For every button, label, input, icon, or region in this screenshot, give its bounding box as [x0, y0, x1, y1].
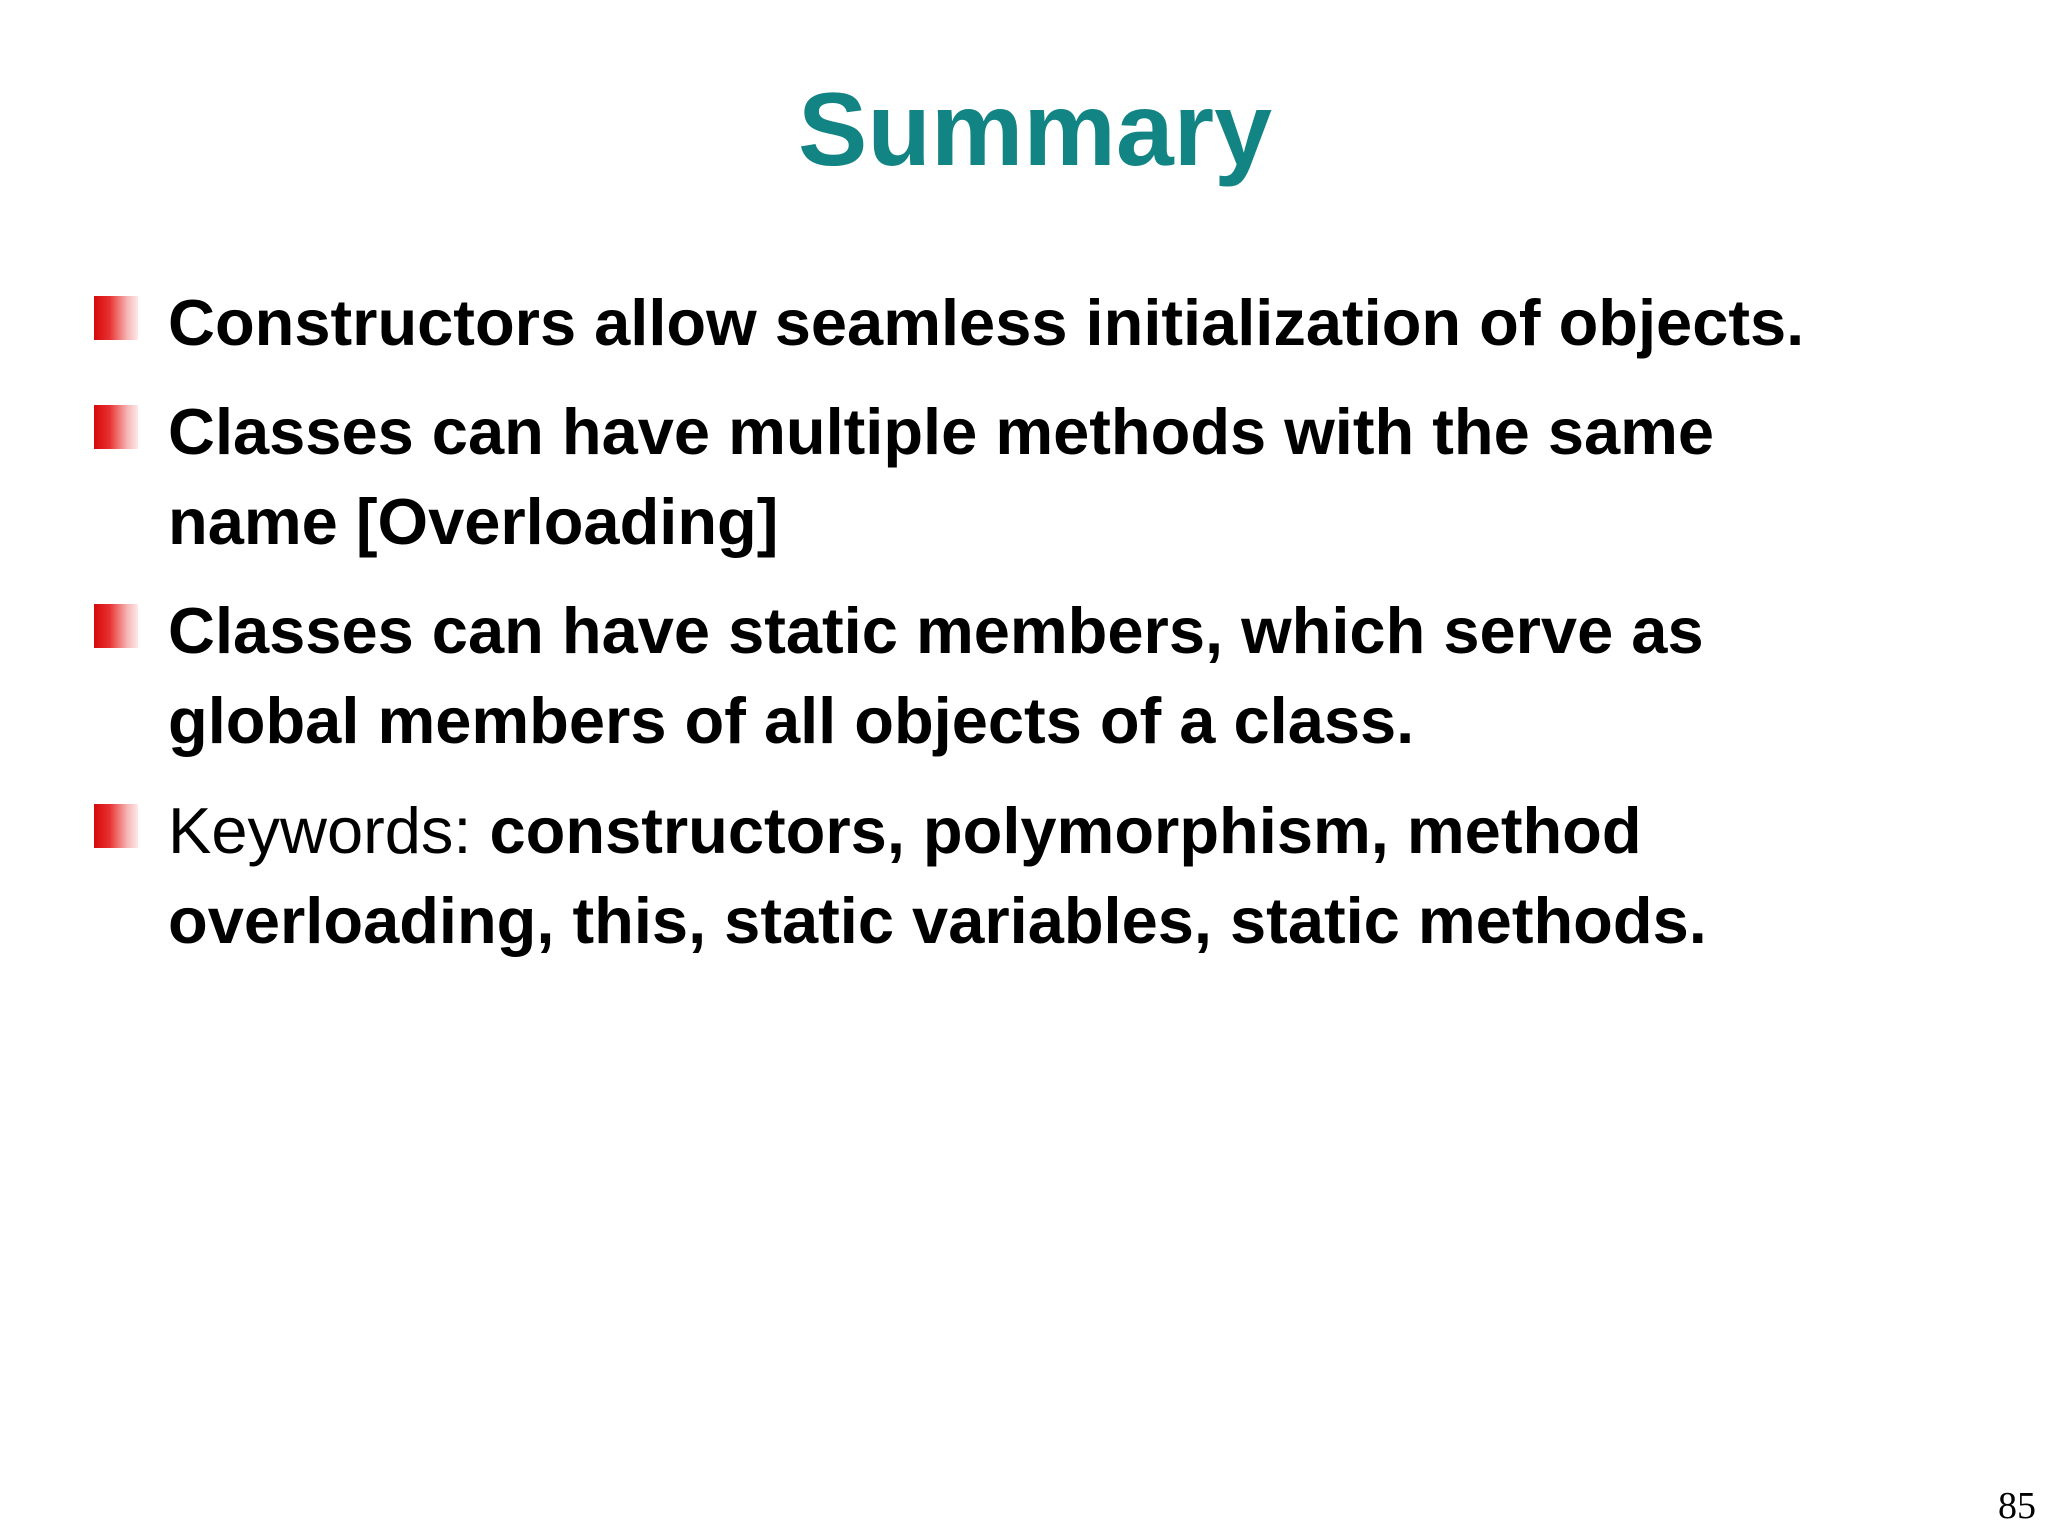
bullet-line: Classes can have static members, which serve as: [168, 594, 1704, 667]
bullet-square-icon: [94, 804, 138, 848]
bullet-line: global members of all objects of a class.: [168, 684, 1415, 757]
bullet-square-icon: [94, 604, 138, 648]
slide-title: Summary: [798, 72, 1272, 188]
bullet-line: Constructors allow seamless initialization of objects.: [168, 286, 1805, 359]
keywords-label: Keywords:: [168, 794, 490, 867]
bullet-square-icon: [94, 296, 138, 340]
bullet-line: name [Overloading]: [168, 485, 779, 558]
bullet-item-constructors: [168, 278, 2008, 368]
bullet-line: [168, 786, 2008, 876]
page-number: 85: [1998, 1485, 2036, 1527]
bullet-item-overloading: [168, 387, 2008, 567]
keywords-list: constructors, polymorphism, method: [489, 794, 1642, 867]
bullet-square-icon: [94, 405, 138, 449]
bullet-item-static-members: [168, 586, 2008, 766]
bullet-item-keywords: [168, 786, 2008, 966]
bullet-line: Classes can have multiple methods with the same: [168, 395, 1715, 468]
bullet-line: overloading, this, static variables, static methods.: [168, 884, 1707, 957]
